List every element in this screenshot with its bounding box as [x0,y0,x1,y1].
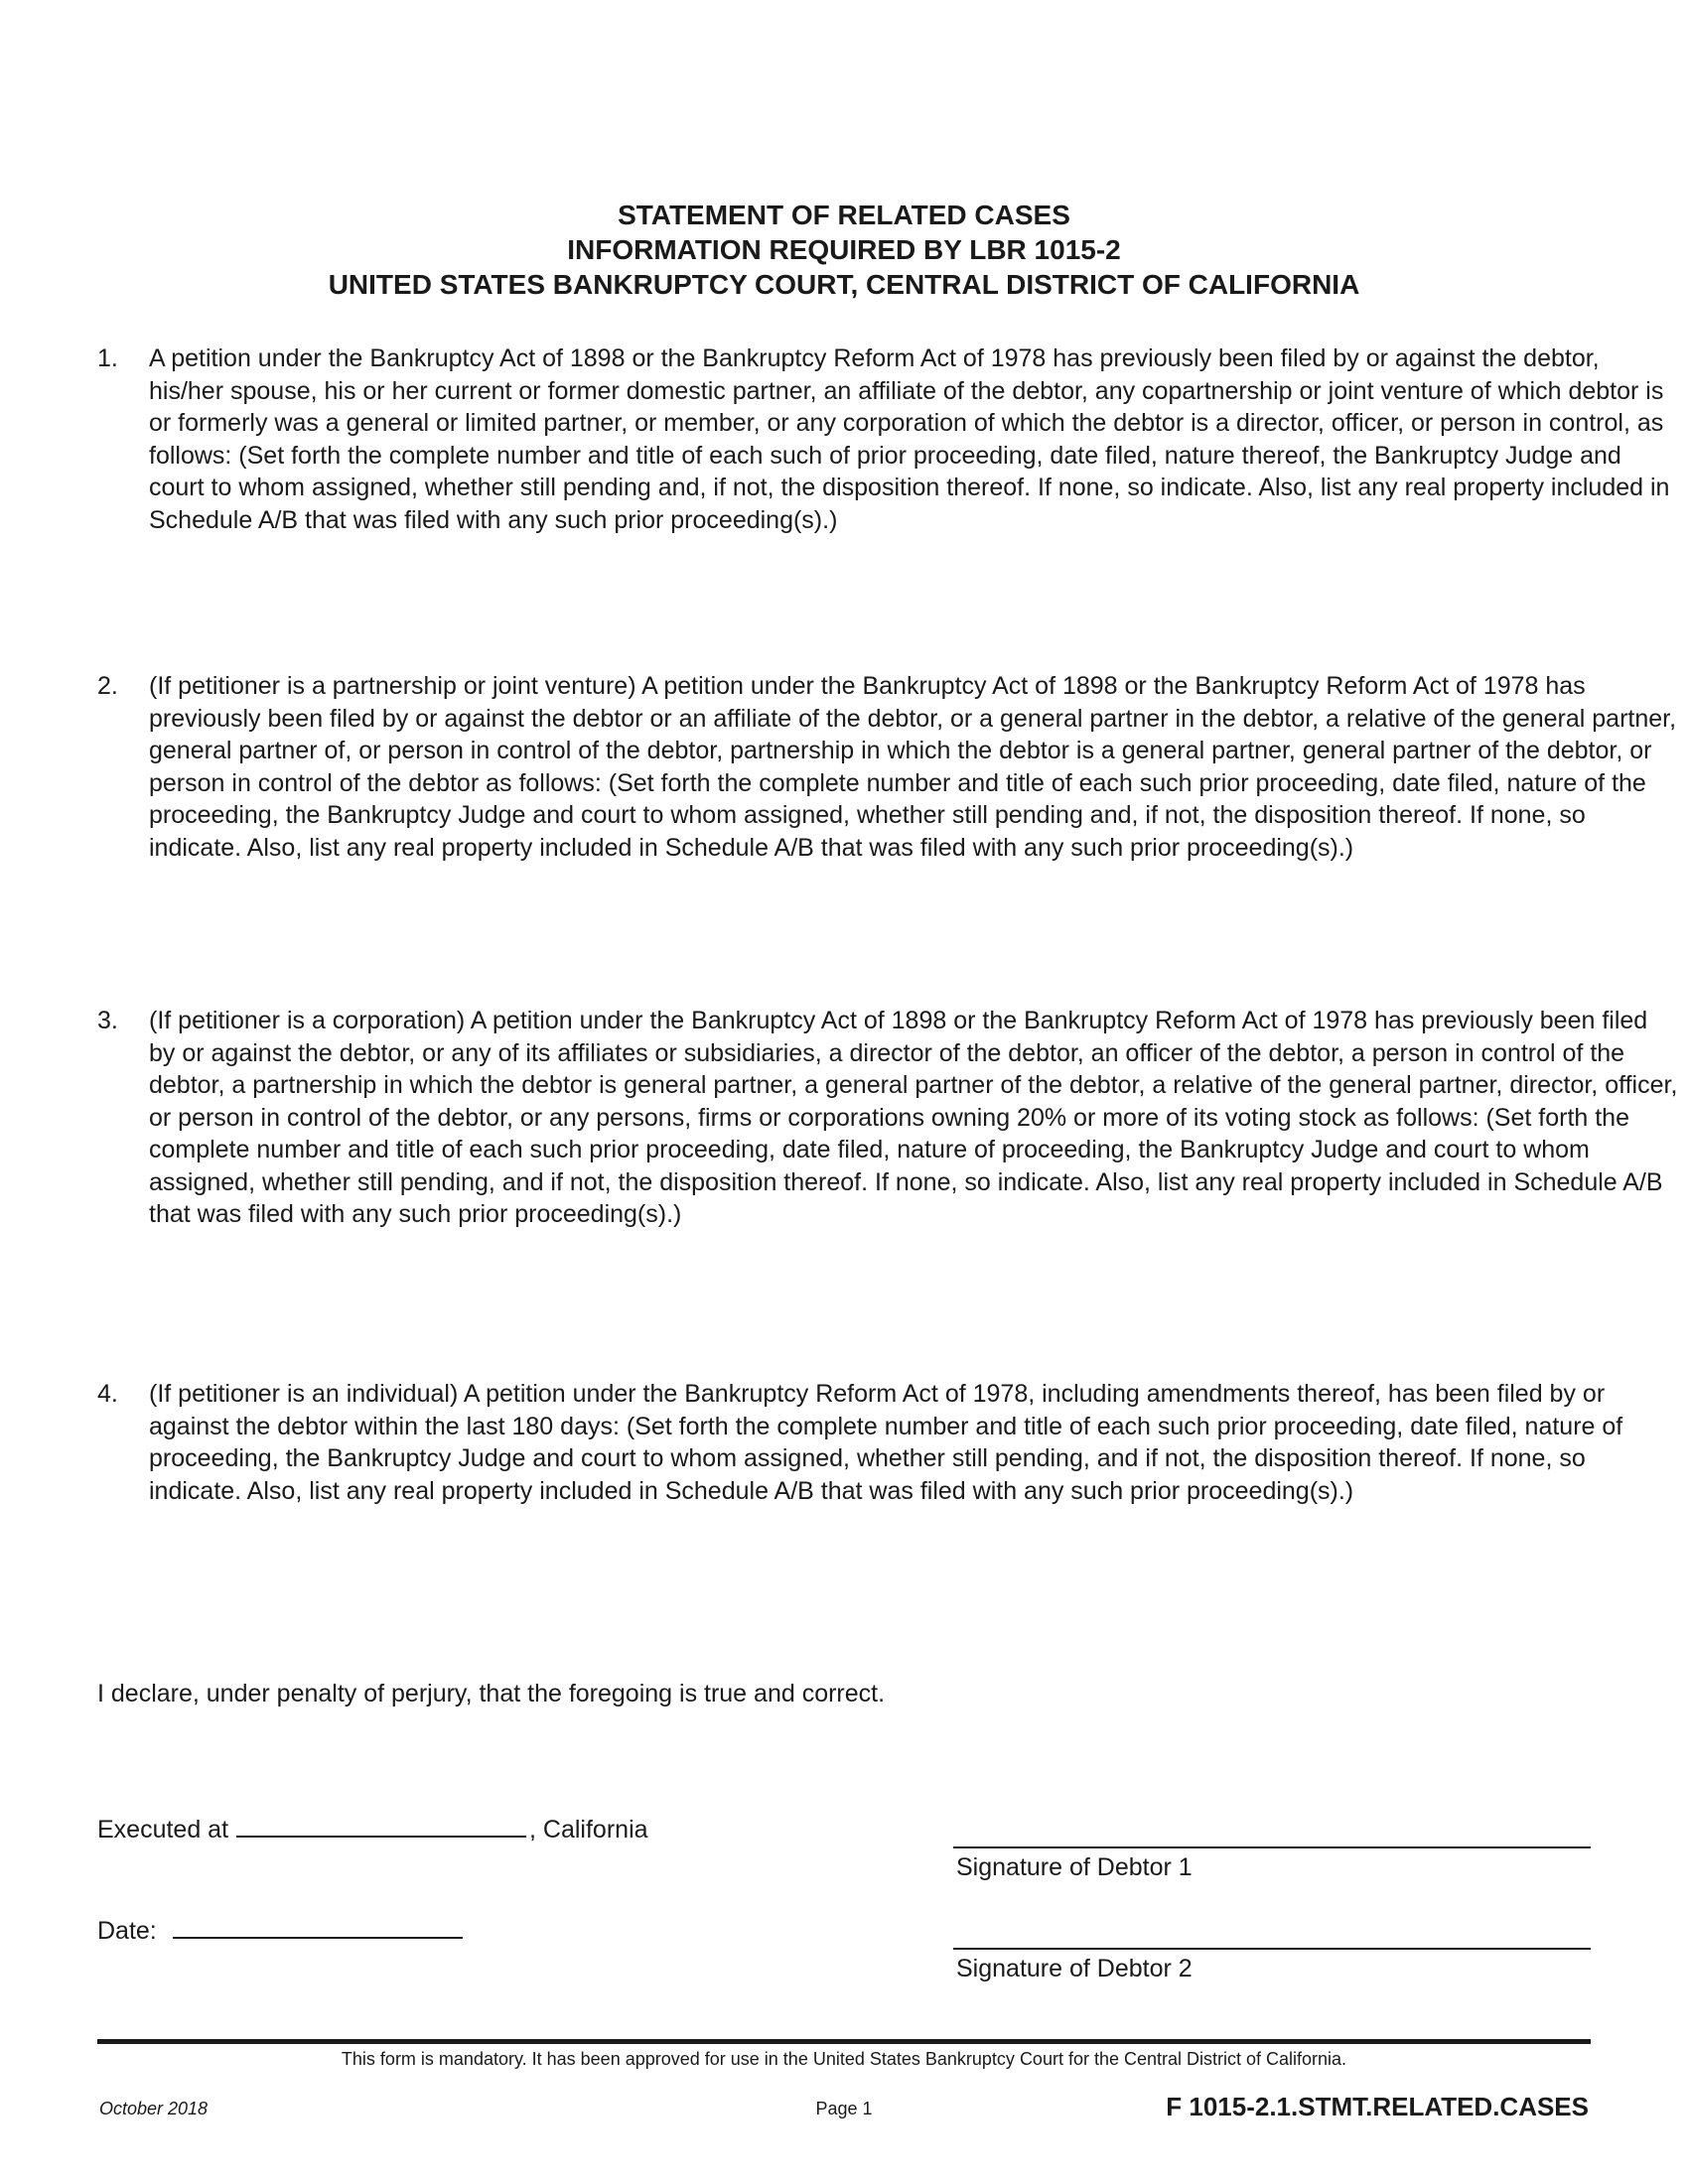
form-title: STATEMENT OF RELATED CASES [618,200,1070,230]
form-id: F 1015-2.1.STMT.RELATED.CASES [1166,2092,1589,2121]
item-text: (If petitioner is a partnership or joint venture) A petition under the Bankruptcy Act of 1898 or the Bankruptcy Reform Act of 1978 has previously been filed by or against the debtor or an affiliate of the debtor, or a general partner in the debtor, a relative of the general partner, general partner of, or person in control of the debtor, partnership in which the debtor is a general partner, general partner of the debtor, or person in control of the debtor as follows: (Set forth the complete number and title of each such prior proceeding, date filed, nature of the proceeding, the Bankruptcy Judge and court to whom assigned, whether still pending and, if not, the disposition thereof. If none, so indicate. Also, list any real property included in Schedule A/B that was filed with any such prior proceeding(s).) [149,672,1677,862]
form-date: October 2018 [99,2099,209,2118]
signature-debtor2-line[interactable] [953,1948,1591,1950]
mandatory-notice: This form is mandatory. It has been approved for use in the United States Bankruptcy Court for the Central District of California. [341,2049,1347,2069]
date-label: Date: [97,1917,157,1945]
court-name: UNITED STATES BANKRUPTCY COURT, CENTRAL DISTRICT OF CALIFORNIA [328,269,1360,300]
item-number: 3. [97,1007,118,1034]
footer-divider [97,2039,1591,2044]
declaration: I declare, under penalty of perjury, that the foregoing is true and correct. [97,1680,886,1707]
signature-debtor2-label: Signature of Debtor 2 [956,1955,1193,1982]
form-header [0,198,1688,302]
executed-at-label: Executed at [97,1816,229,1843]
signature-debtor1-label: Signature of Debtor 1 [956,1853,1193,1881]
item-text: (If petitioner is a corporation) A petition under the Bankruptcy Act of 1898 or the Bankruptcy Reform Act of 1978 has previously been filed by or against the debtor, or any of its affiliates or subsidiaries, a director of the debtor, an officer of the debtor, a person in control of the debtor, a partnership in which the debtor is general partner, a general partner of the debtor, a relative of the general partner, director, officer, or person in control of the debtor, or any persons, firms or corporations owning 20% or more of its voting stock as follows: (Set forth the complete number and title of each such prior proceeding, date filed, nature of proceeding, the Bankruptcy Judge and court to whom assigned, whether still pending, and if not, the disposition thereof. If none, so indicate. Also, list any real property included in Schedule A/B that was filed with any such prior proceeding(s).) [149,1007,1678,1228]
executed-at-field[interactable] [236,1812,526,1838]
executed-at-row [97,1812,648,1845]
executed-at-suffix: , California [529,1816,648,1843]
item-number: 2. [97,672,118,700]
date-row [97,1913,463,1947]
date-field[interactable] [173,1913,463,1939]
item-number: 1. [97,344,118,372]
item-number: 4. [97,1380,118,1408]
form-subtitle: INFORMATION REQUIRED BY LBR 1015-2 [567,234,1121,265]
item-text: A petition under the Bankruptcy Act of 1898 or the Bankruptcy Reform Act of 1978 has previously been filed by or against the debtor, his/her spouse, his or her current or former domestic partner, an affiliate of the debtor, any copartnership or joint venture of which debtor is or formerly was a general or limited partner, or member, or any corporation of which the debtor is a director, officer, or person in control, as follows: (Set forth the complete number and title of each such of prior proceeding, date filed, nature thereof, the Bankruptcy Judge and court to whom assigned, whether still pending and, if not, the disposition thereof. If none, so indicate. Also, list any real property included in Schedule A/B that was filed with any such prior proceeding(s).) [149,344,1670,534]
signature-debtor1-line[interactable] [953,1846,1591,1848]
page-number: Page 1 [815,2099,873,2118]
item-text: (If petitioner is an individual) A petition under the Bankruptcy Reform Act of 1978, including amendments thereof, has been filed by or against the debtor within the last 180 days: (Set forth the complete number and title of each such prior proceeding, date filed, nature of proceeding, the Bankruptcy Judge and court to whom assigned, whether still pending, and if not, the disposition thereof. If none, so indicate. Also, list any real property included in Schedule A/B that was filed with any such prior proceeding(s).) [149,1380,1623,1505]
